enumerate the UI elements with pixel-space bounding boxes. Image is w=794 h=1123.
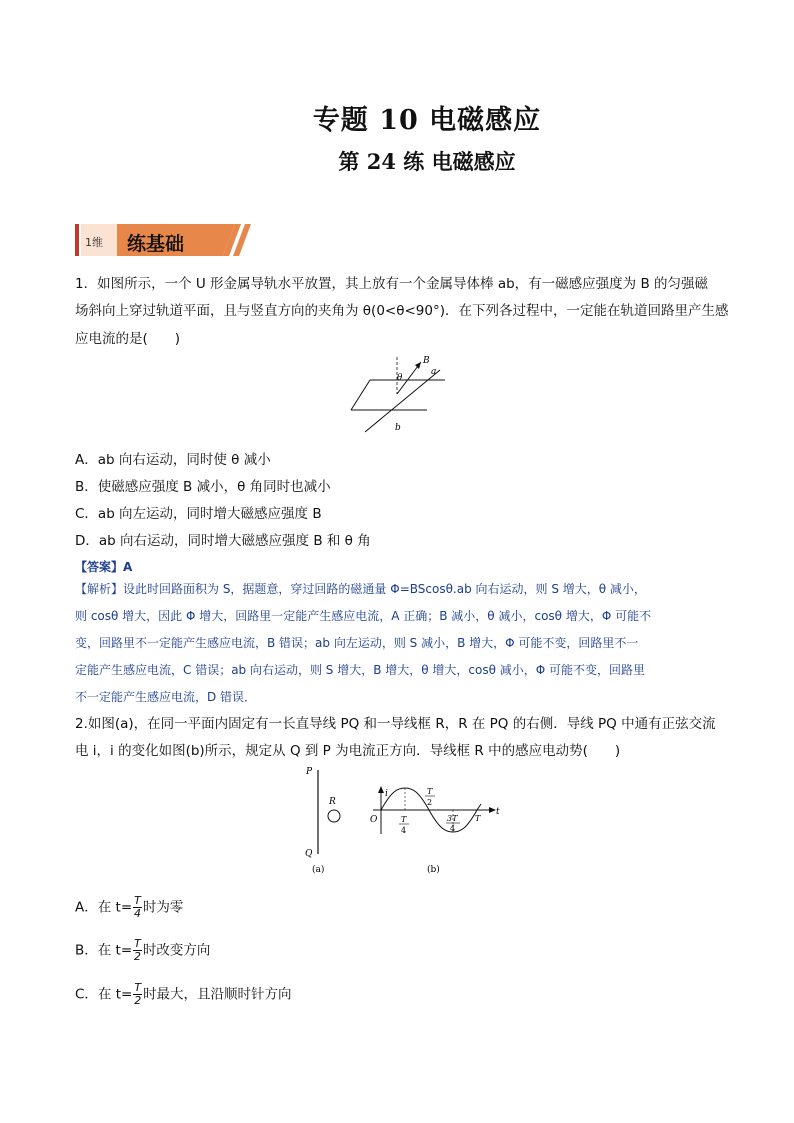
q2-option-b: B．在 t= $\frac{T}{2}$ 时改变方向 <box>75 937 211 963</box>
q1-line-1: 1．如图所示，一个 U 形金属导轨水平放置，其上放有一个金属导体棒 ab，有一磁感应强度为 B 的匀强磁 <box>75 276 709 292</box>
q2-fig-b-T2-num: T <box>427 787 433 796</box>
q1-fig-label-theta: θ <box>397 373 403 383</box>
q1-analysis-1: 【解析】设此时回路面积为 S，据题意，穿过回路的磁通量 Φ=BScosθ.ab 向右运动，则 S 增大，θ 减小， <box>75 582 646 596</box>
q1-fig-label-a: a <box>431 367 437 377</box>
q1-option-c: C．ab 向左运动，同时增大磁感应强度 B <box>75 506 322 522</box>
page-subtitle: 第 24 练 电磁感应 <box>338 149 516 174</box>
q2-fig-a-caption: (a) <box>312 865 325 875</box>
q1-option-d: D．ab 向右运动，同时增大磁感应强度 B 和 θ 角 <box>75 533 371 549</box>
section-badge-tag: 1维 <box>85 236 103 249</box>
q2-fig-a-Q: Q <box>305 849 313 859</box>
q2-fig-b-T4-num: T <box>401 815 407 824</box>
q2-fig-a-R: R <box>329 797 336 807</box>
q2-fig-b-3T4-den: 4 <box>450 824 456 833</box>
q1-answer: 【答案】A <box>75 560 133 574</box>
q2-option-a: A．在 t= $\frac{T}{4}$ 时为零 <box>75 894 184 920</box>
q2-fig-b-T4-den: 4 <box>401 826 407 835</box>
q1-analysis-4: 定能产生感应电流，C 错误；ab 向右运动，则 S 增大，B 增大，θ 增大，cosθ 减小，Φ 可能不变，回路里 <box>75 663 646 677</box>
q1-analysis-5: 不一定能产生感应电流，D 错误． <box>75 690 257 704</box>
q2-figure-b <box>365 764 505 876</box>
q1-analysis-3: 变，回路里不一定能产生感应电流，B 错误；ab 向左运动，则 S 减小，B 增大，Φ 可能不变，回路里不一 <box>75 636 639 650</box>
q2-fig-b-t: t <box>496 807 500 817</box>
q2-fig-b-T2-den: 2 <box>427 798 433 807</box>
q1-option-a: A．ab 向右运动，同时使 θ 减小 <box>75 452 271 468</box>
q2-figure-a <box>300 764 360 876</box>
q2-line-1: 2.如图(a)，在同一平面内固定有一长直导线 PQ 和一导线框 R，R 在 PQ 的右侧．导线 PQ 中通有正弦交流 <box>75 716 716 732</box>
q2-fig-a-P: P <box>306 767 313 777</box>
q2-fig-b-3T4-num: 3T <box>447 814 458 823</box>
q1-analysis-2: 则 cosθ 增大，因此 Φ 增大，回路里一定能产生感应电流，A 正确；B 减小，θ 减小，cosθ 增大，Φ 可能不 <box>75 609 652 623</box>
q2-line-2: 电 i，i 的变化如图(b)所示，规定从 Q 到 P 为电流正方向．导线框 R 中的感应电动势( ) <box>75 743 621 759</box>
q1-fig-label-b: b <box>395 423 401 433</box>
section-badge-label: 练基础 <box>127 233 185 255</box>
q2-option-c: C．在 t= $\frac{T}{2}$ 时最大，且沿顺时针方向 <box>75 981 292 1007</box>
page-title: 专题 10 电磁感应 <box>312 105 542 136</box>
q2-fig-b-T: T <box>475 814 481 823</box>
q1-line-3: 应电流的是( ) <box>75 331 181 347</box>
q2-fig-b-O: O <box>370 815 378 825</box>
q2-fig-b-caption: (b) <box>427 865 440 875</box>
q1-fig-label-B: B <box>423 356 430 366</box>
q2-fig-b-i: i <box>385 789 388 799</box>
q1-line-2: 场斜向上穿过轨道平面，且与竖直方向的夹角为 θ(0<θ<90°)．在下列各过程中，一定能在轨道回路里产生感 <box>75 303 729 319</box>
q1-option-b: B．使磁感应强度 B 减小，θ 角同时也减小 <box>75 479 331 495</box>
q1-figure <box>345 352 455 434</box>
section-badge <box>75 220 255 260</box>
